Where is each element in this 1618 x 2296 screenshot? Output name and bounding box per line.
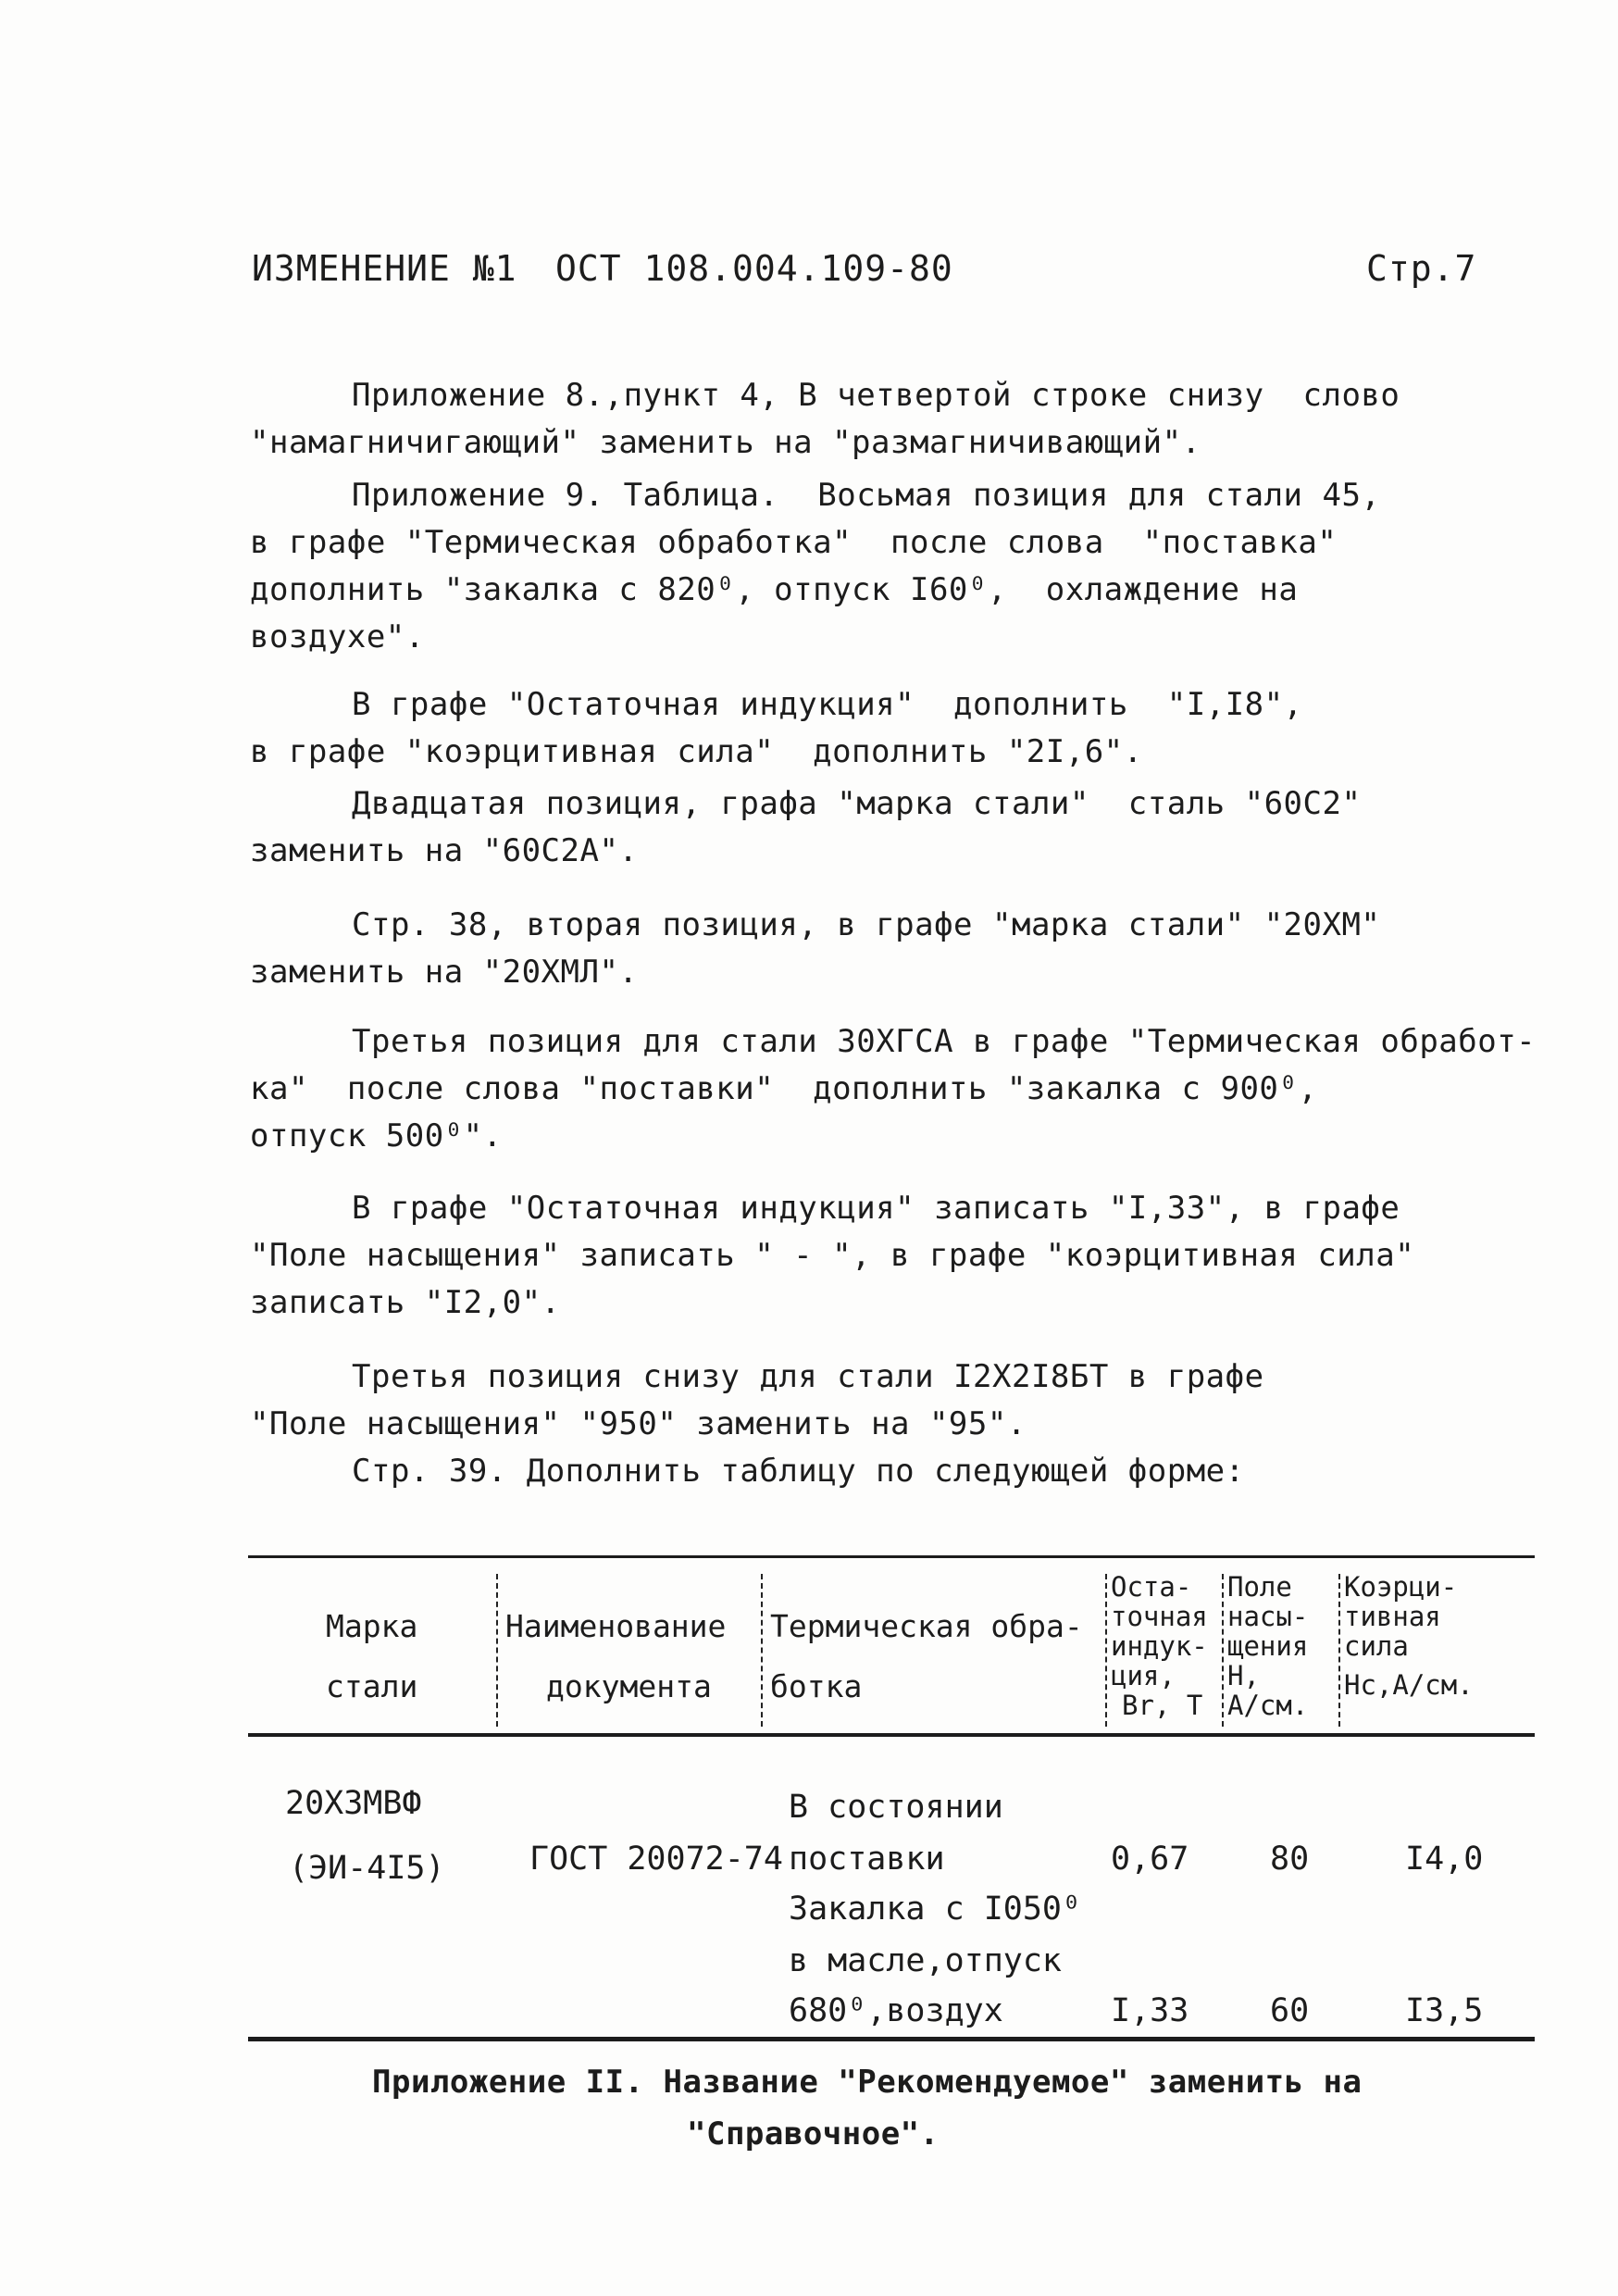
table-top-rule: [248, 1555, 1535, 1558]
cell-coercive: I4,0: [1405, 1841, 1484, 1878]
header-coercive-force: тивная: [1344, 1601, 1441, 1632]
header-heat-treatment: Термическая обра-: [770, 1608, 1083, 1644]
table-header-rule: [248, 1733, 1535, 1737]
header-residual-induction: ция,: [1111, 1660, 1176, 1691]
header-heat-treatment: ботка: [770, 1668, 863, 1704]
page-number: Стр.7: [1366, 248, 1477, 289]
body-line: Третья позиция снизу для стали I2Х2I8БТ в графе: [352, 1358, 1264, 1395]
header-saturation-field: А/см.: [1227, 1690, 1309, 1721]
body-line: ка" после слова "поставки" дополнить "закалка с 900⁰,: [250, 1070, 1318, 1107]
cell-treatment: 680⁰,воздух: [789, 1992, 1003, 2029]
body-line: Третья позиция для стали 30ХГСА в графе "Термическая обработ-: [352, 1023, 1537, 1060]
cell-treatment: В состоянии: [789, 1789, 1003, 1826]
body-line: Стр. 39. Дополнить таблицу по следующей форме:: [352, 1453, 1245, 1490]
header-coercive-force: Нс,А/см.: [1344, 1669, 1474, 1701]
cell-steel-grade: 20Х3МВФ: [285, 1785, 422, 1822]
header-steel-grade: Марка: [326, 1608, 418, 1644]
header-residual-induction: Оста-: [1111, 1571, 1192, 1603]
cell-induction: I,33: [1111, 1992, 1189, 2029]
header-residual-induction: Вr, Т: [1122, 1690, 1203, 1721]
body-line: заменить на "60С2А".: [250, 832, 639, 869]
cell-saturation: 60: [1270, 1992, 1310, 2029]
cell-coercive: I3,5: [1405, 1992, 1484, 2029]
cell-treatment: Закалка с I050⁰: [789, 1890, 1082, 1928]
body-line: "Поле насыщения" записать " - ", в графе "коэрцитивная сила": [250, 1237, 1415, 1274]
body-line: записать "I2,0".: [250, 1284, 561, 1321]
body-line: Двадцатая позиция, графа "марка стали" сталь "60С2": [352, 785, 1362, 822]
header-coercive-force: сила: [1344, 1630, 1409, 1662]
standard-code: ОСТ 108.004.109-80: [555, 248, 953, 289]
column-divider: [761, 1574, 763, 1727]
header-residual-induction: индук-: [1111, 1630, 1208, 1662]
body-line: дополнить "закалка с 820⁰, отпуск I60⁰, охлаждение на: [250, 571, 1299, 608]
header-steel-grade: стали: [326, 1668, 418, 1704]
body-line: Приложение 8.,пункт 4, В четвертой строке снизу слово: [352, 377, 1400, 414]
header-document-name: документа: [546, 1668, 712, 1704]
column-divider: [1105, 1574, 1107, 1727]
column-divider: [1338, 1574, 1340, 1727]
cell-induction: 0,67: [1111, 1841, 1189, 1878]
cell-saturation: 80: [1270, 1841, 1310, 1878]
header-coercive-force: Коэрци-: [1344, 1571, 1458, 1603]
body-line: "Поле насыщения" "950" заменить на "95".: [250, 1405, 1027, 1442]
body-line: Приложение 9. Таблица. Восьмая позиция для стали 45,: [352, 477, 1381, 514]
body-line: В графе "Остаточная индукция" записать "I,33", в графе: [352, 1190, 1400, 1227]
column-divider: [1222, 1574, 1224, 1727]
body-line: в графе "коэрцитивная сила" дополнить "2I,6".: [250, 733, 1143, 770]
body-line: Стр. 38, вторая позиция, в графе "марка стали" "20ХМ": [352, 906, 1381, 943]
footer-line: Приложение II. Название "Рекомендуемое" заменить на: [372, 2064, 1363, 2101]
cell-steel-grade: (ЭИ-4I5): [289, 1850, 445, 1887]
header-saturation-field: Н,: [1227, 1660, 1260, 1691]
header-saturation-field: щения: [1227, 1630, 1309, 1662]
header-residual-induction: точная: [1111, 1601, 1208, 1632]
body-line: в графе "Термическая обработка" после слова "поставка": [250, 524, 1338, 561]
body-line: отпуск 500⁰".: [250, 1117, 503, 1154]
change-number: ИЗМЕНЕНИЕ №1: [252, 248, 517, 289]
header-saturation-field: Поле: [1227, 1571, 1292, 1603]
header-saturation-field: насы-: [1227, 1601, 1309, 1632]
body-line: В графе "Остаточная индукция" дополнить "I,I8",: [352, 686, 1303, 723]
column-divider: [496, 1574, 498, 1727]
footer-line: "Справочное".: [687, 2115, 940, 2152]
header-document-name: Наименование: [505, 1608, 727, 1644]
cell-treatment: в масле,отпуск: [789, 1942, 1063, 1979]
body-line: заменить на "20ХМЛ".: [250, 954, 639, 991]
body-line: воздухе".: [250, 618, 425, 655]
cell-document: ГОСТ 20072-74: [529, 1841, 783, 1878]
cell-treatment: поставки: [789, 1841, 945, 1878]
body-line: "намагничигающий" заменить на "размагничивающий".: [250, 424, 1201, 461]
